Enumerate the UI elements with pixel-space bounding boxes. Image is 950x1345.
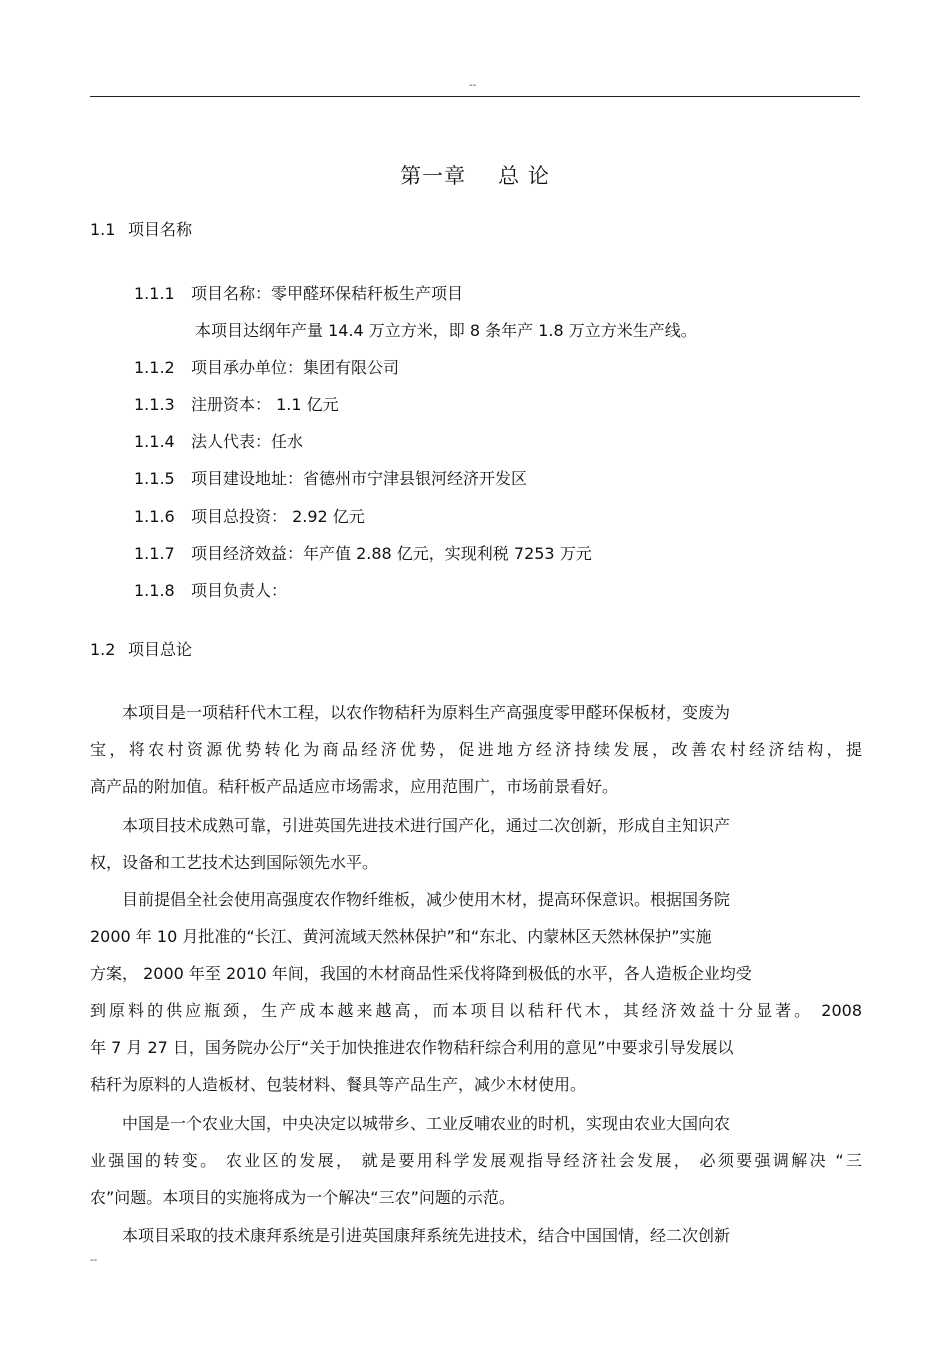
item-number: 1.1.7: [134, 544, 175, 563]
section-heading-1-2: [90, 639, 192, 661]
chapter-name: 总 论: [498, 164, 550, 188]
header-mark: --: [469, 80, 477, 91]
item-text: 注册资本： 1.1 亿元: [191, 395, 339, 414]
item-text: 项目建设地址：省德州市宁津县银河经济开发区: [191, 469, 528, 488]
chapter-title: [0, 160, 950, 190]
item-number: 1.1.1: [134, 284, 175, 303]
item-text: 项目总投资： 2.92 亿元: [191, 507, 365, 526]
item-1-1-4: [134, 431, 303, 453]
paragraph-line: 2000 年 10 月批准的“长江、黄河流域天然林保护”和“东北、内蒙林区天然林保护”实施: [90, 927, 712, 946]
item-1-1-2: [134, 357, 399, 379]
paragraph-line: 权，设备和工艺技术达到国际领先水平。: [90, 853, 379, 872]
item-text: 法人代表：任水: [191, 432, 304, 451]
paragraph-line: 到原料的供应瓶颈，生产成本越来越高，而本项目以秸秆代木，其经济效益十分显著。 2008: [90, 1001, 862, 1020]
item-number: 1.1.4: [134, 432, 175, 451]
header-rule: [90, 96, 860, 97]
section-heading-1-1: [90, 219, 192, 241]
item-capacity-note: [195, 320, 697, 342]
paragraph-line: 秸秆为原料的人造板材、包装材料、餐具等产品生产，减少木材使用。: [90, 1075, 587, 1094]
section-number: 1.2: [90, 640, 116, 659]
item-text: 项目名称：零甲醛环保秸秆板生产项目: [191, 284, 464, 303]
item-1-1-7: [134, 543, 592, 565]
item-text: 项目负责人：: [191, 581, 288, 600]
chapter-number: 第一章: [400, 164, 467, 188]
item-text: 项目承办单位：集团有限公司: [191, 358, 400, 377]
paragraph-line: 业强国的转变。 农业区的发展， 就是要用科学发展观指导经济社会发展， 必须要强调解决 “三: [90, 1151, 862, 1170]
paragraph-line: 中国是一个农业大国，中央决定以城带乡、工业反哺农业的时机，实现由农业大国向农: [90, 1114, 731, 1133]
item-number: 1.1.3: [134, 395, 175, 414]
item-number: 1.1.5: [134, 469, 175, 488]
paragraph-line: 本项目采取的技术康拜系统是引进英国康拜系统先进技术，结合中国国情，经二次创新: [90, 1226, 731, 1245]
item-1-1-3: [134, 394, 339, 416]
item-number: 1.1.8: [134, 581, 175, 600]
paragraph-line: 宝，将农村资源优势转化为商品经济优势，促进地方经济持续发展，改善农村经济结构，提: [90, 740, 862, 759]
section-title: 项目名称: [128, 220, 193, 239]
item-1-1-1: [134, 283, 463, 305]
paragraph-line: 目前提倡全社会使用高强度农作物纤维板，减少使用木材，提高环保意识。根据国务院: [90, 890, 731, 909]
section-number: 1.1: [90, 220, 116, 239]
section-title: 项目总论: [128, 640, 193, 659]
item-text: 项目经济效益：年产值 2.88 亿元，实现利税 7253 万元: [191, 544, 592, 563]
item-1-1-5: [134, 468, 527, 490]
paragraph-line: 年 7 月 27 日，国务院办公厅“关于加快推进农作物秸秆综合利用的意见”中要求引导发展以: [90, 1038, 734, 1057]
paragraph-line: 方案， 2000 年至 2010 年间，我国的木材商品性采伐将降到极低的水平，各人造板企业均受: [90, 964, 752, 983]
paragraph-line: 本项目是一项秸秆代木工程，以农作物秸秆为原料生产高强度零甲醛环保板材，变废为: [90, 703, 731, 722]
item-text: 本项目达纲年产量 14.4 万立方米，即 8 条年产 1.8 万立方米生产线。: [195, 321, 697, 340]
footer-mark: --: [90, 1255, 98, 1266]
paragraph-line: 本项目技术成熟可靠，引进英国先进技术进行国产化，通过二次创新，形成自主知识产: [90, 816, 731, 835]
item-number: 1.1.2: [134, 358, 175, 377]
paragraph-line: 农”问题。本项目的实施将成为一个解决“三农”问题的示范。: [90, 1188, 515, 1207]
item-number: 1.1.6: [134, 507, 175, 526]
item-1-1-8: [134, 580, 287, 602]
paragraph-line: 高产品的附加值。秸秆板产品适应市场需求，应用范围广，市场前景看好。: [90, 777, 619, 796]
item-1-1-6: [134, 506, 365, 528]
